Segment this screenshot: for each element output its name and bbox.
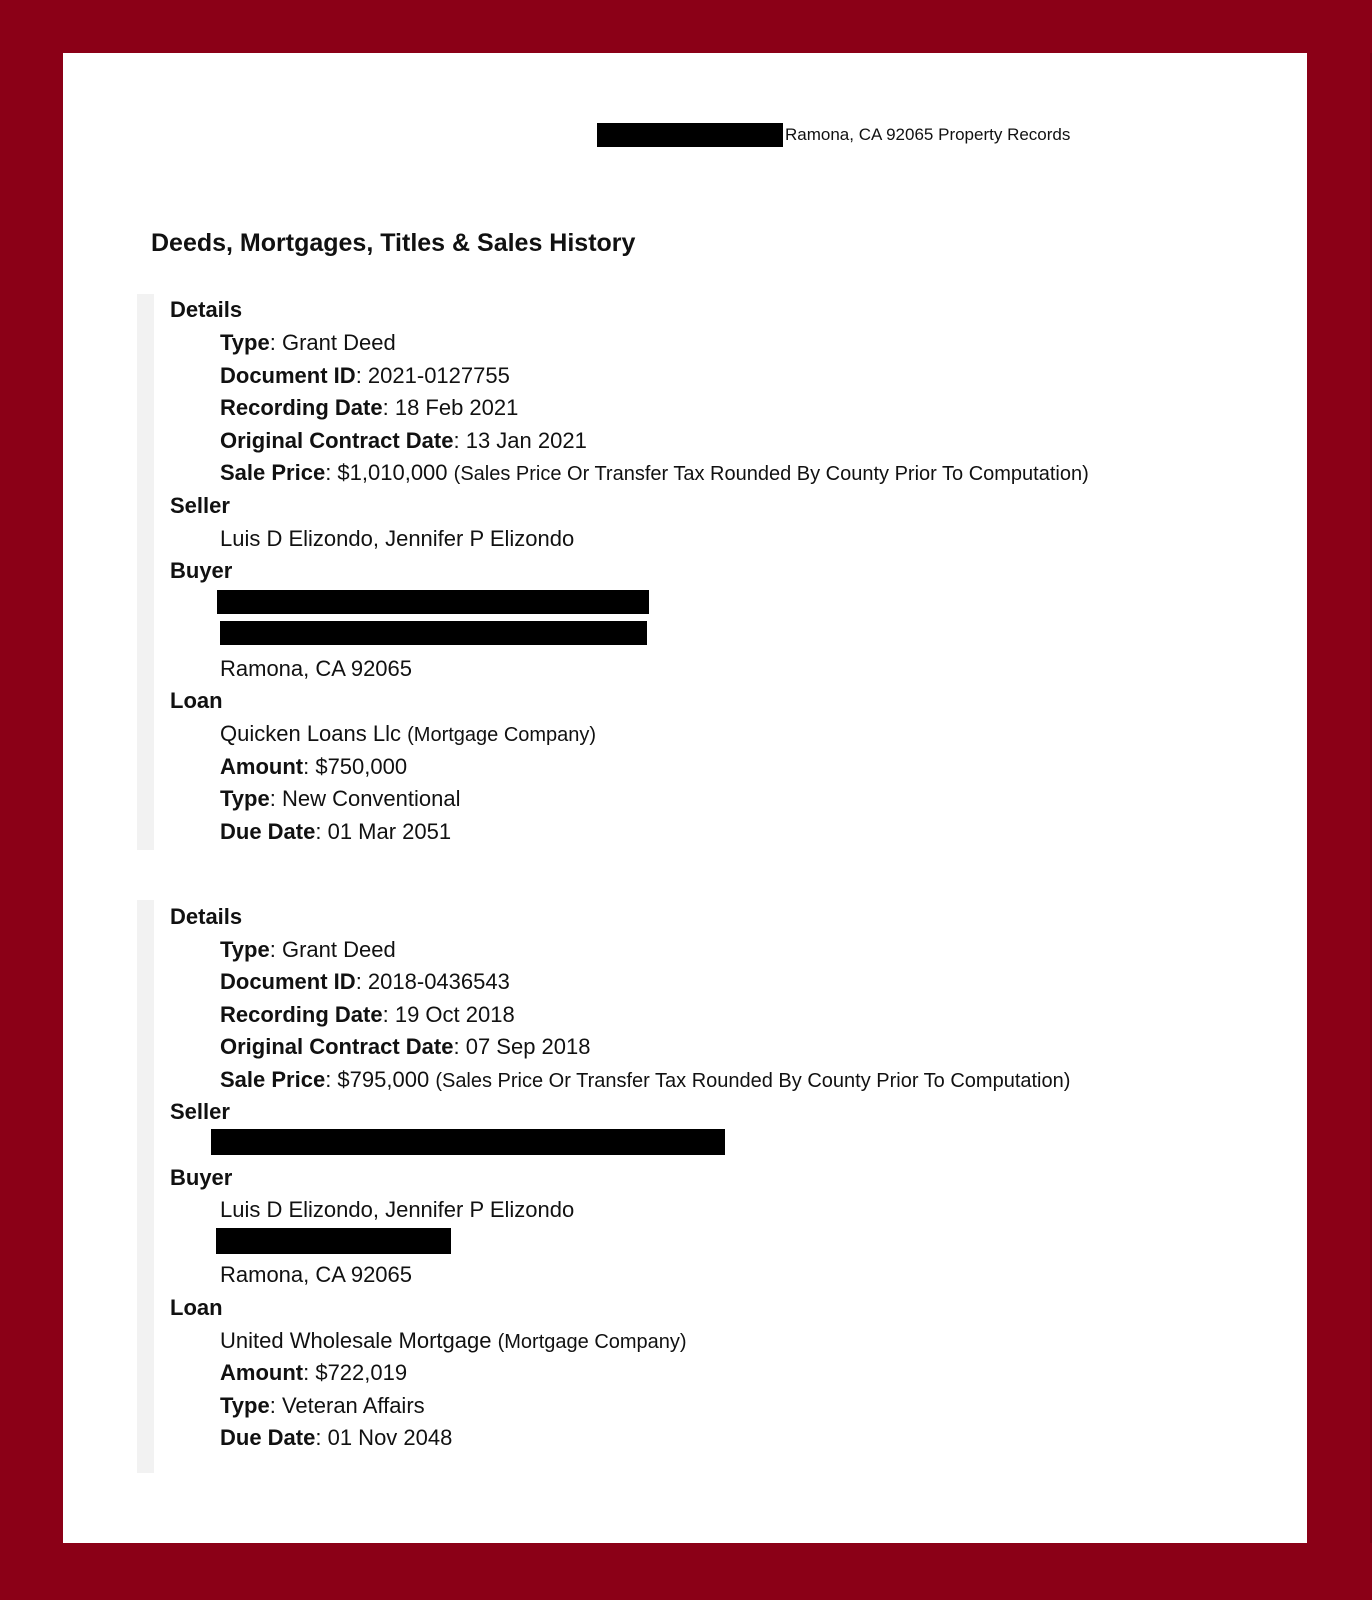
loan-heading: Loan <box>170 688 223 713</box>
contract-date-row: Original Contract Date: 07 Sep 2018 <box>220 1034 591 1059</box>
lender-row: United Wholesale Mortgage (Mortgage Company) <box>220 1328 687 1353</box>
loan-type-row: Type: New Conventional <box>220 786 461 811</box>
seller-names: Luis D Elizondo, Jennifer P Elizondo <box>220 526 575 551</box>
loan-type-row: Type: Veteran Affairs <box>220 1393 425 1418</box>
sale-price-row: Sale Price: $795,000 (Sales Price Or Transfer Tax Rounded By County Prior To Computation) <box>220 1067 1071 1092</box>
document-id-row: Document ID: 2018-0436543 <box>220 969 510 994</box>
document-id-row: Document ID: 2021-0127755 <box>220 363 510 388</box>
header-location-title: Ramona, CA 92065 Property Records <box>785 125 1071 144</box>
redacted-buyer-name <box>217 590 649 614</box>
details-heading: Details <box>170 297 243 322</box>
redacted-buyer-street <box>220 621 647 645</box>
record-sidebar <box>137 900 154 1473</box>
due-date-row: Due Date: 01 Nov 2048 <box>220 1425 453 1450</box>
record-sidebar <box>137 294 154 850</box>
type-row: Type: Grant Deed <box>220 937 396 962</box>
buyer-city: Ramona, CA 92065 <box>220 656 413 681</box>
buyer-city: Ramona, CA 92065 <box>220 1262 413 1287</box>
contract-date-row: Original Contract Date: 13 Jan 2021 <box>220 428 587 453</box>
deed-record <box>137 294 1237 850</box>
redacted-buyer-street <box>216 1228 451 1254</box>
redacted-address <box>597 123 783 147</box>
recording-date-row: Recording Date: 19 Oct 2018 <box>220 1002 515 1027</box>
seller-heading: Seller <box>170 493 230 518</box>
loan-heading: Loan <box>170 1295 223 1320</box>
lender-row: Quicken Loans Llc (Mortgage Company) <box>220 721 597 746</box>
sale-price-row: Sale Price: $1,010,000 (Sales Price Or Transfer Tax Rounded By County Prior To Computation) <box>220 460 1089 485</box>
page-header <box>597 123 1070 147</box>
amount-row: Amount: $750,000 <box>220 754 408 779</box>
buyer-names: Luis D Elizondo, Jennifer P Elizondo <box>220 1197 575 1222</box>
section-title: Deeds, Mortgages, Titles & Sales History <box>151 229 636 257</box>
seller-heading: Seller <box>170 1099 230 1124</box>
due-date-row: Due Date: 01 Mar 2051 <box>220 819 452 844</box>
buyer-heading: Buyer <box>170 1165 233 1190</box>
redacted-seller-name <box>211 1129 725 1155</box>
document-page <box>63 53 1307 1543</box>
buyer-heading: Buyer <box>170 558 233 583</box>
details-heading: Details <box>170 904 243 929</box>
amount-row: Amount: $722,019 <box>220 1360 408 1385</box>
recording-date-row: Recording Date: 18 Feb 2021 <box>220 395 519 420</box>
type-row: Type: Grant Deed <box>220 330 396 355</box>
deed-record <box>137 900 1237 1473</box>
